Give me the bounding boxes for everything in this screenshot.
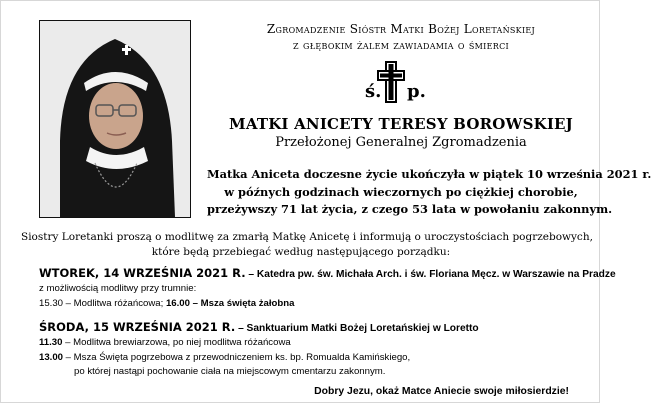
day2-place: – Sanktuarium Matki Bożej Loretańskiej w Loretto — [235, 323, 479, 334]
day2-heading — [39, 320, 599, 336]
day2-text-2: – Msza Święta pogrzebowa z przewodniczeniem ks. bp. Romualda Kamińskiego, — [63, 352, 411, 363]
day1-text-a: – Modlitwa różańcowa; — [63, 298, 166, 309]
invitation-line: Siostry Loretanki proszą o modlitwę za zmarłą Matkę Anicetę i informują o uroczystościach pogrzebowych, — [21, 231, 593, 243]
message-line: Matka Aniceta doczesne życie ukończyła w piątek 10 września 2021 r. — [207, 167, 651, 181]
day1-note: z możliwością modlitwy przy trumnie: — [39, 283, 197, 294]
cross-icon — [377, 61, 405, 103]
funeral-invitation — [21, 230, 593, 259]
day2-time-1: 11.30 — [39, 337, 63, 348]
day1-place: – Katedra pw. św. Michała Arch. i św. Floriana Męcz. w Warszawie na Pradze — [245, 269, 616, 280]
header-congregation: Zgromadzenie Sióstr Matki Bożej Loretańskiej — [266, 22, 536, 36]
deceased-name: MATKI ANICETY TERESY BOROWSKIEJ — [229, 115, 573, 133]
invitation-line: które będą przebiegać według następującego porządku: — [151, 245, 451, 258]
portrait-photo — [39, 20, 191, 218]
portrait-image — [40, 21, 190, 217]
day1-date: WTOREK, 14 WRZEŚNIA 2021 R. — [39, 266, 246, 280]
day2-item1 — [39, 336, 599, 350]
day1-schedule-b: 16.00 – Msza święta żałobna — [165, 298, 295, 309]
message-line: w późnych godzinach wieczornych po ciężkiej chorobie, — [224, 184, 578, 199]
abbrev-p: p. — [407, 81, 426, 102]
day2-item2-cont: po której nastąpi pochowanie ciała na miejscowym cmentarzu zakonnym. — [74, 366, 386, 377]
day1-time-a: 15.30 — [39, 298, 64, 309]
message-line: przeżywszy 71 lat życia, z czego 53 lata w powołaniu zakonnym. — [207, 202, 613, 216]
day2-time-2: 13.00 — [39, 352, 64, 363]
day2-text-1: – Modlitwa brewiarzowa, po niej modlitwa różańcowa — [62, 337, 291, 348]
header — [207, 21, 595, 53]
abbrev-s: ś. — [365, 81, 382, 102]
day2-date: ŚRODA, 15 WRZEŚNIA 2021 R. — [39, 320, 236, 334]
day2-item2 — [39, 351, 599, 365]
memorial-mark — [347, 61, 457, 111]
day1-schedule — [39, 297, 599, 311]
deceased-role: Przełożonej Generalnej Zgromadzenia — [275, 135, 527, 150]
closing-prayer: Dobry Jezu, okaż Matce Aniecie swoje miłosierdzie! — [314, 386, 569, 397]
death-message — [207, 166, 651, 219]
header-announcement: z głębokim żalem zawiadamia o śmierci — [293, 38, 509, 52]
day1-heading — [39, 266, 616, 282]
